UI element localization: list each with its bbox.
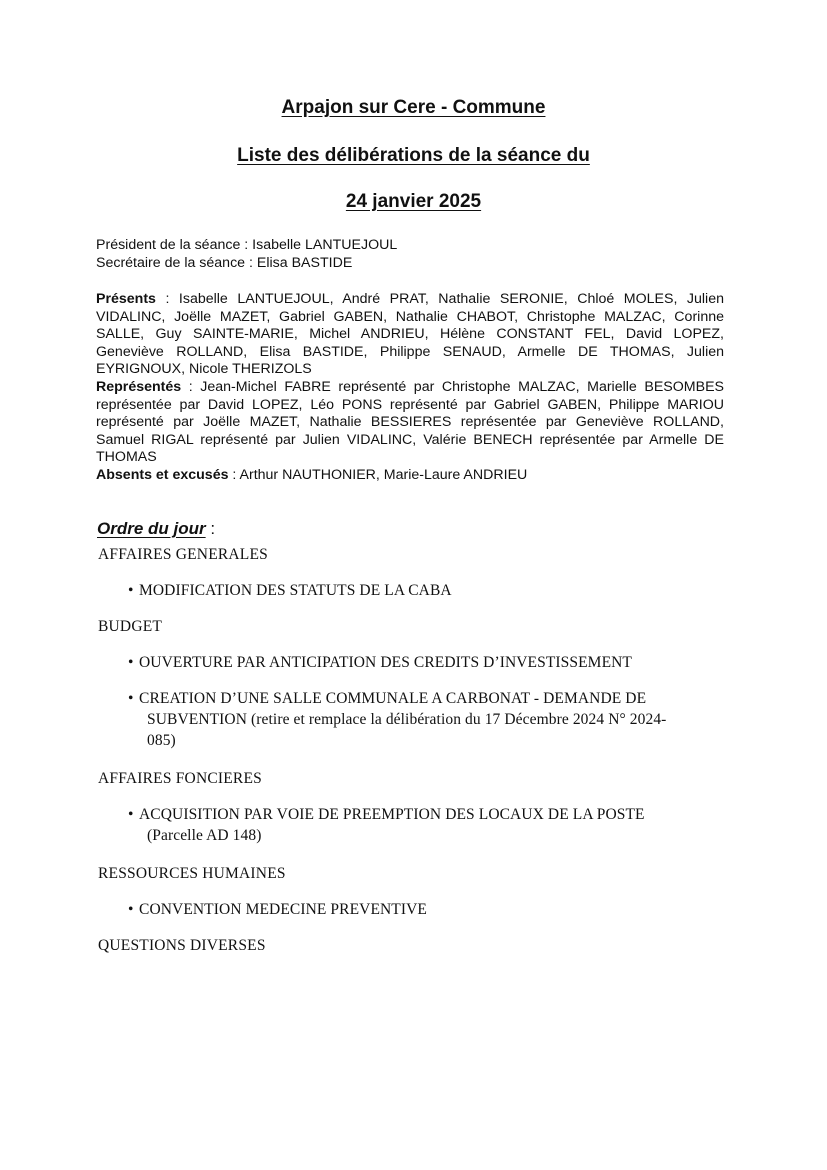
bullet-icon: • [128, 901, 134, 918]
agenda-item-text-cont: SUBVENTION (retire et remplace la délibération du 17 Décembre 2024 N° 2024- [147, 711, 667, 728]
agenda-item [128, 580, 703, 601]
section-title-affaires-foncieres: AFFAIRES FONCIERES [98, 770, 262, 787]
session-date: 24 janvier 2025 [345, 191, 482, 212]
section-title-questions-diverses: QUESTIONS DIVERSES [98, 937, 266, 954]
agenda-item-text: OUVERTURE PAR ANTICIPATION DES CREDITS D’INVESTISSEMENT [139, 654, 632, 671]
agenda-item [128, 688, 703, 751]
absents-label: Absents et excusés [96, 466, 229, 483]
representes-list: : Jean-Michel FABRE représenté par Christophe MALZAC, Marielle BESOMBES représentée par David LOPEZ, Léo PONS représenté par Gabriel GABEN, Philippe MARIOU représenté par Joëlle MAZET, Nathalie BESSIERES représentée par Geneviève ROLLAND, Samuel RIGAL représenté par Julien VIDALINC, Valérie BENECH représentée par Armelle DE THOMAS [96, 378, 724, 466]
agenda-heading-text: Ordre du jour [97, 519, 206, 538]
bullet-icon: • [128, 582, 134, 599]
agenda-item-text-cont: (Parcelle AD 148) [147, 827, 262, 844]
bullet-icon: • [128, 654, 134, 671]
agenda-item-text: CREATION D’UNE SALLE COMMUNALE A CARBONAT - DEMANDE DE [139, 690, 647, 707]
bullet-icon: • [128, 806, 134, 823]
document-title: Liste des délibérations de la séance du [237, 145, 590, 166]
section-title-budget: BUDGET [98, 618, 163, 635]
representes-label: Représentés [96, 378, 182, 395]
agenda-item [128, 804, 703, 846]
secretary-line: Secrétaire de la séance : Elisa BASTIDE [96, 254, 353, 271]
presents-list: : Isabelle LANTUEJOUL, André PRAT, Nathalie SERONIE, Chloé MOLES, Julien VIDALINC, Joëlle MAZET, Gabriel GABEN, Nathalie CHABOT, Christophe MALZAC, Corinne SALLE, Guy SAINTE-MARIE, Michel ANDRIEU, Hélène CONSTANT FEL, David LOPEZ, Geneviève ROLLAND, Elisa BASTIDE, Philippe SENAUD, Armelle DE THOMAS, Julien EYRIGNOUX, Nicole THERIZOLS [96, 291, 724, 378]
agenda-item-text: CONVENTION MEDECINE PREVENTIVE [139, 901, 427, 918]
section-title-ressources-humaines: RESSOURCES HUMAINES [98, 865, 286, 882]
bullet-icon: • [128, 690, 134, 707]
agenda-item-text-cont: 085) [147, 732, 176, 749]
section-title-affaires-generales: AFFAIRES GENERALES [98, 546, 268, 563]
agenda-item [128, 899, 703, 920]
agenda-item [128, 652, 703, 673]
presents-label: Présents [96, 291, 156, 307]
commune-title: Arpajon sur Cere - Commune [281, 97, 546, 118]
agenda-heading-colon: : [205, 519, 216, 538]
president-line: Président de la séance : Isabelle LANTUEJOUL [96, 237, 398, 253]
agenda-item-text: ACQUISITION PAR VOIE DE PREEMPTION DES LOCAUX DE LA POSTE [139, 806, 645, 823]
agenda-item-text: MODIFICATION DES STATUTS DE LA CABA [139, 582, 452, 599]
absents-list: : Arthur NAUTHONIER, Marie-Laure ANDRIEU [228, 466, 528, 483]
